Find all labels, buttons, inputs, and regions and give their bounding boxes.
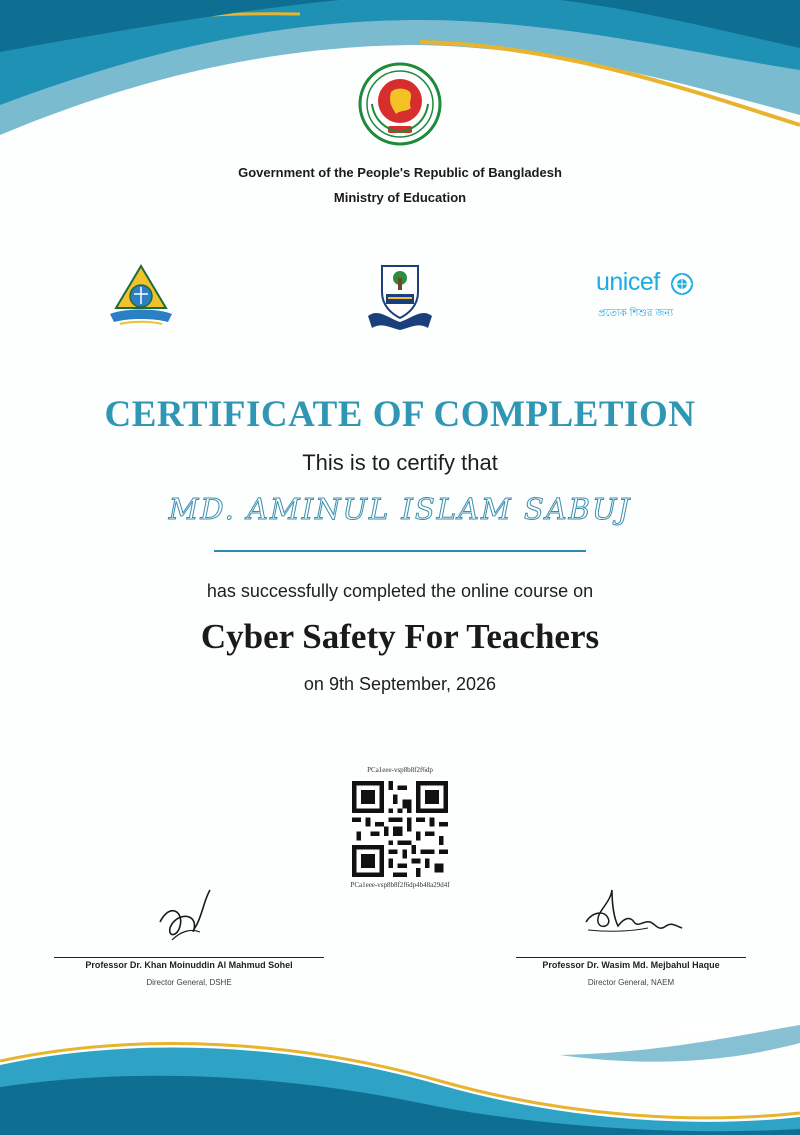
completed-line: has successfully completed the online course on: [206, 581, 594, 601]
qr-code-icon[interactable]: [351, 781, 449, 877]
verification-code-top: PCa1eee-vsp8b8f2f6dp: [367, 766, 433, 774]
naem-emblem-icon: [364, 262, 436, 334]
signature-line-right: [516, 957, 746, 958]
course-title: Cyber Safety For Teachers: [200, 617, 600, 656]
verification-code-bottom: PCa1eee-vsp8b8f2f6dp4b48a29d4f: [350, 881, 450, 889]
signatory-right-name: Professor Dr. Wasim Md. Mejbahul Haque: [542, 960, 720, 970]
certify-line: This is to certify that: [302, 450, 498, 475]
certificate-title: CERTIFICATE OF COMPLETION: [104, 394, 696, 435]
signatory-left-role: Director General, DSHE: [146, 978, 232, 987]
signature-left-icon: [150, 882, 222, 946]
completion-date: on 9th September, 2026: [303, 674, 497, 694]
government-heading: Government of the People's Republic of Bangladesh: [238, 165, 562, 180]
bottom-wave-decoration: [0, 1025, 800, 1135]
ministry-heading: Ministry of Education: [333, 190, 467, 205]
signatory-left-name: Professor Dr. Khan Moinuddin Al Mahmud Sohel: [85, 960, 293, 970]
recipient-name: MD. AMINUL ISLAM SABUJ: [168, 492, 632, 526]
unicef-wordmark: unicef: [596, 268, 660, 296]
bangladesh-government-seal-icon: [358, 62, 442, 146]
unicef-globe-icon: [670, 272, 694, 296]
signature-line-left: [54, 957, 324, 958]
signatory-right-role: Director General, NAEM: [587, 978, 675, 987]
signature-right-icon: [578, 882, 688, 946]
recipient-underline: [214, 550, 586, 552]
dshe-emblem-icon: [106, 264, 176, 328]
unicef-tagline: প্রত্যেক শিশুর জন্য: [598, 308, 674, 319]
